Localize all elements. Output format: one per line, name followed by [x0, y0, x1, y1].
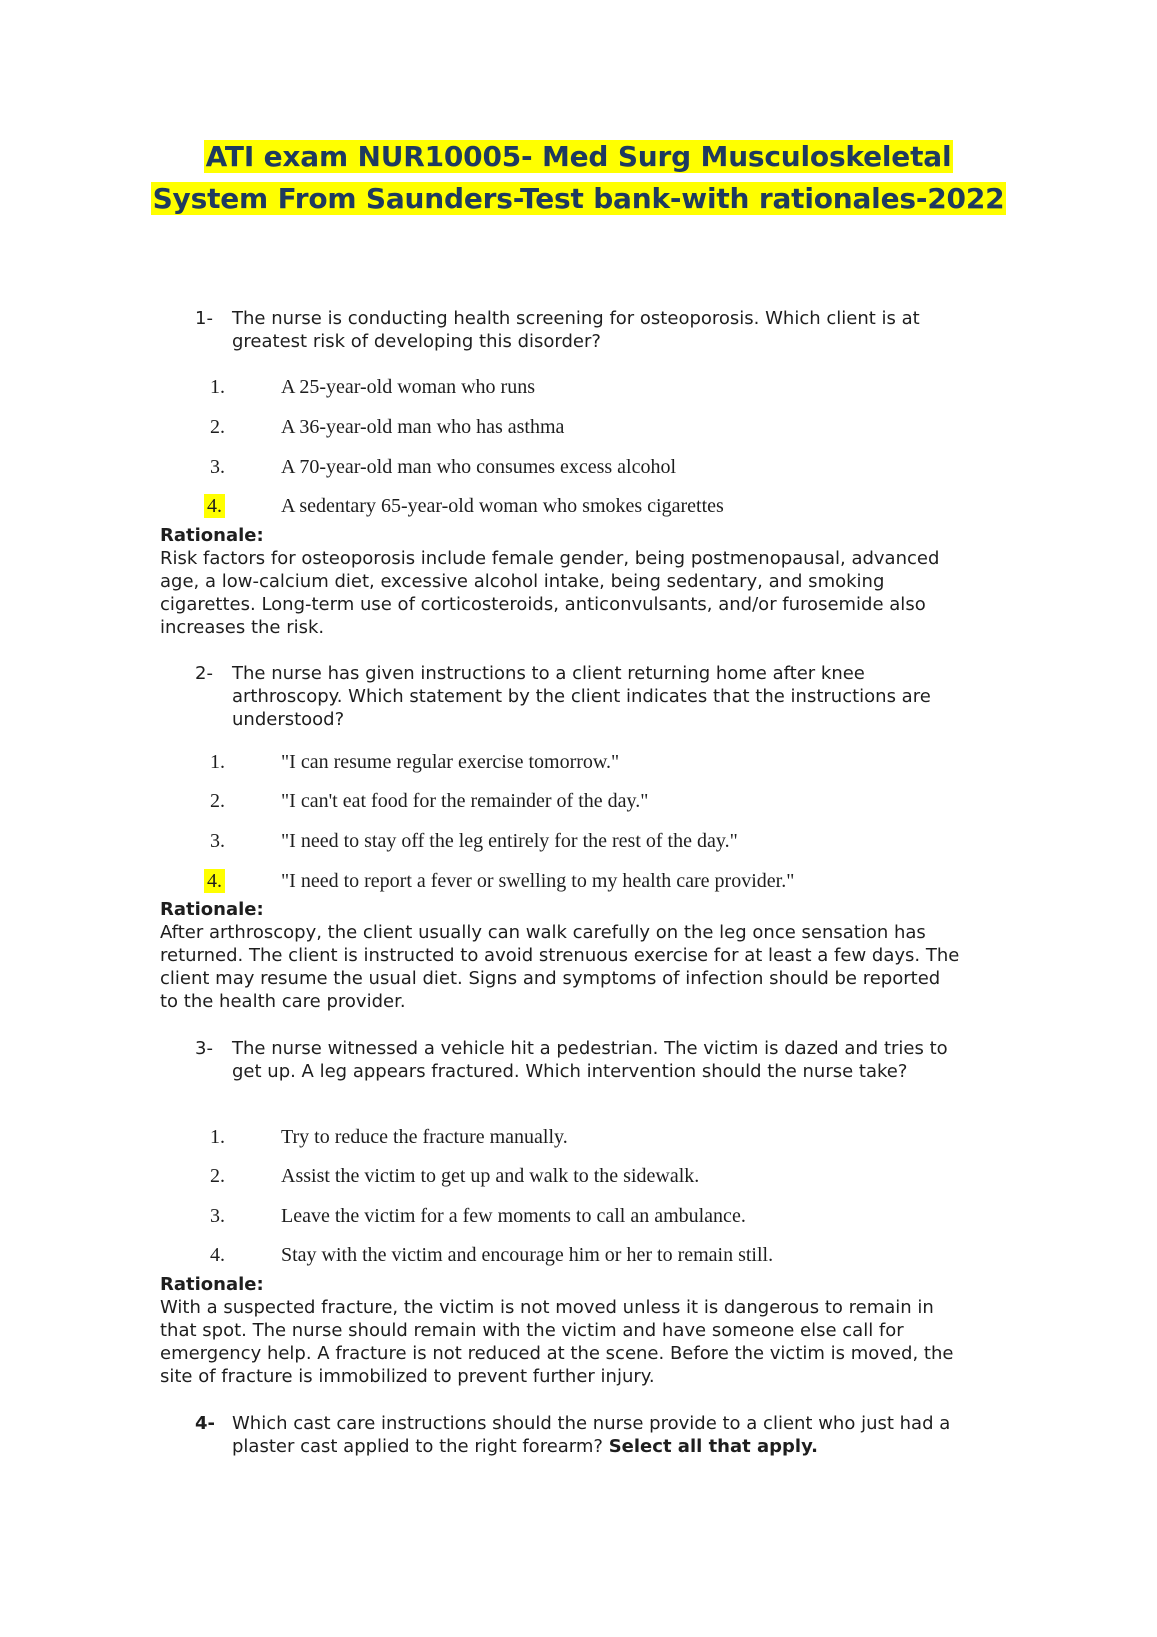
rationale-text: With a suspected fracture, the victim is not moved unless it is dangerous to remain in that spot. The nurse should remain with the victim and have someone else call for emergency help. A fracture is not reduced at the scene. Before the victim is moved, the site of fracture is immobilized to prevent further injury.: [160, 1297, 954, 1387]
option-number: 2.: [210, 416, 225, 438]
question-text: The nurse witnessed a vehicle hit a pedestrian. The victim is dazed and tries to get up. A leg appears fractured. Which intervention should the nurse take?: [232, 1038, 948, 1082]
option-text: Try to reduce the fracture manually.: [281, 1126, 568, 1148]
option-text: A sedentary 65-year-old woman who smokes cigarettes: [281, 495, 724, 517]
question-instruction: Select all that apply.: [608, 1436, 819, 1457]
option-number: 1.: [210, 751, 225, 773]
rationale-heading: Rationale:: [160, 525, 264, 546]
option-number: 2.: [210, 790, 225, 812]
option-text: A 36-year-old man who has asthma: [281, 416, 565, 438]
option-number: 3.: [210, 1205, 225, 1227]
question-text: The nurse has given instructions to a client returning home after knee arthroscopy. Which statement by the client indicates that the instructions are understood?: [232, 663, 931, 730]
option-text: A 25-year-old woman who runs: [281, 376, 535, 398]
option-number: 3.: [210, 830, 225, 852]
option-text: Stay with the victim and encourage him or her to remain still.: [281, 1244, 774, 1266]
option-number-highlighted: 4.: [204, 869, 225, 893]
question-4: [195, 1412, 965, 1458]
rationale-text: After arthroscopy, the client usually can walk carefully on the leg once sensation has returned. The client is instructed to avoid strenuous exercise for at least a few days. The client may resume the usual diet. Signs and symptoms of infection should be reported to the health care provider.: [160, 922, 960, 1012]
option-number: 2.: [210, 1165, 225, 1187]
document-title: [0, 136, 1157, 220]
option-text: "I need to report a fever or swelling to my health care provider.": [281, 870, 795, 892]
question-number: 3-: [195, 1038, 213, 1059]
question-1: [195, 307, 965, 353]
option-number: 3.: [210, 456, 225, 478]
question-text-wrapper: [232, 1412, 965, 1458]
rationale-heading: Rationale:: [160, 899, 264, 920]
question-number: 4-: [195, 1413, 215, 1434]
question-number: 1-: [195, 308, 213, 329]
title-line-1: ATI exam NUR10005- Med Surg Musculoskeletal: [205, 140, 952, 173]
option-text: A 70-year-old man who consumes excess alcohol: [281, 456, 677, 478]
option-number: 1.: [210, 376, 225, 398]
question-3: [195, 1037, 965, 1083]
option-text: Leave the victim for a few moments to call an ambulance.: [281, 1205, 746, 1227]
question-text: The nurse is conducting health screening for osteoporosis. Which client is at greatest risk of developing this disorder?: [232, 308, 920, 352]
option-text: "I can resume regular exercise tomorrow.": [281, 751, 620, 773]
question-2: [195, 662, 965, 731]
rationale-heading: Rationale:: [160, 1274, 264, 1295]
option-text: "I need to stay off the leg entirely for the rest of the day.": [281, 830, 738, 852]
title-line-2: System From Saunders-Test bank-with rationales-2022: [152, 182, 1005, 215]
option-text: Assist the victim to get up and walk to the sidewalk.: [281, 1165, 700, 1187]
rationale-text: Risk factors for osteoporosis include female gender, being postmenopausal, advanced age, a low-calcium diet, excessive alcohol intake, being sedentary, and smoking cigarettes. Long-term use of corticosteroids, anticonvulsants, and/or furosemide also increases the risk.: [160, 548, 940, 638]
option-text: "I can't eat food for the remainder of the day.": [281, 790, 649, 812]
option-number-highlighted: 4.: [204, 494, 225, 518]
option-number: 4.: [210, 1244, 225, 1266]
question-number: 2-: [195, 663, 213, 684]
question-text: Which cast care instructions should the nurse provide to a client who just had a plaster cast applied to the right forearm?: [232, 1413, 951, 1457]
option-number: 1.: [210, 1126, 225, 1148]
